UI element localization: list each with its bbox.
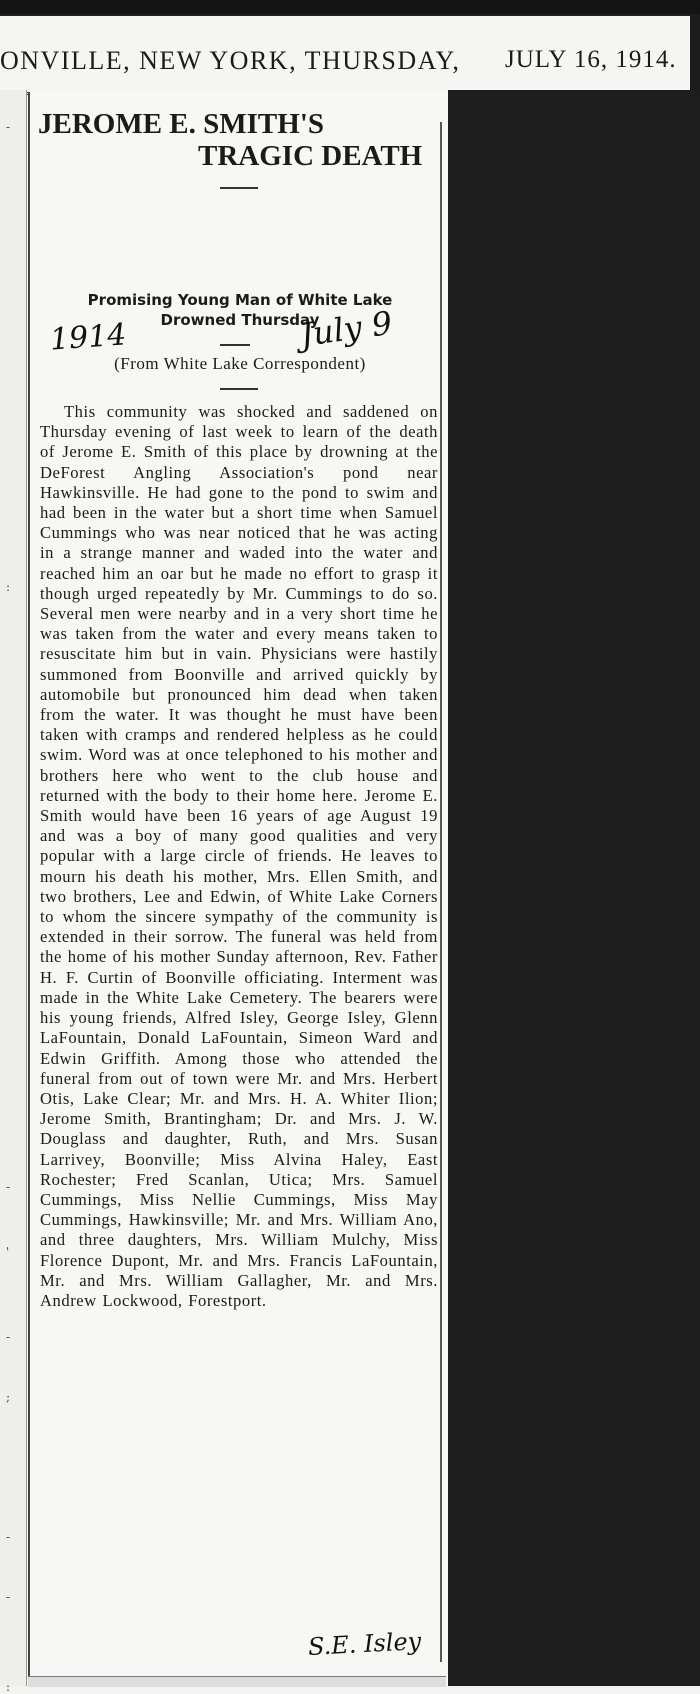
- scan-top-border: [0, 0, 700, 14]
- handwritten-year: 1914: [48, 317, 128, 358]
- clipping-bottom-edge: [28, 1676, 446, 1687]
- subhead-line-1: Promising Young Man of White Lake: [87, 291, 393, 309]
- dark-background-area: [448, 90, 700, 1686]
- handwritten-signature: S.E. Isley: [307, 1627, 422, 1661]
- adjacent-column-fragment: - : - ' - ; - - :: [0, 90, 27, 1686]
- handwritten-date: July 9: [297, 303, 395, 355]
- credit-divider: [220, 388, 258, 390]
- article-body: This community was shocked and saddened on Thursday evening of last week to learn of the death of Jerome E. Smith of this place by drowning at the DeForest Angling Association's pond near Hawkinsville. He had gone to the pond to swim and had been in the water but a short time when Samuel Cummings who was near noticed that he was acting in a strange manner and waded into the water and reached him an oar but he made no effort to grasp it though urged repeatedly by Mr. Cummings to do so. Several men were nearby and in a very short time he was taken from the water and every means taken to resuscitate him but in vain. Physicians were hastily summoned from Boonville and arrived quickly by automobile but pronounced him dead when taken from the water. It was thought he must have been taken with cramps and rendered helpless as he could swim. Word was at once telephoned to his mother and brothers here who went to the club house and returned with the body to their home here. Jerome E. Smith would have been 16 years of age August 19 and was a boy of many good qualities and very popular with a large circle of friends. He leaves to mourn his death his mother, Mrs. Ellen Smith, and two brothers, Lee and Edwin, of White Lake Corners to whom the sincere sympathy of the community is extended in their sorrow. The funeral was held from the home of his mother Sunday afternoon, Rev. Father H. F. Curtin of Boonville officiating. Interment was made in the White Lake Cemetery. The bearers were his young friends, Alfred Isley, George Isley, Glenn LaFountain, Donald LaFountain, Simeon Ward and Edwin Griffith. Among those who attended the funeral from out of town were Mr. and Mrs. Herbert Otis, Lake Clear; Mr. and Mrs. H. A. Whiter Ilion; Jerome Smith, Brantingham; Dr. and Mrs. J. W. Douglass and daughter, Ruth, and Mrs. Susan Larrivey, Boonville; Miss Alvina Haley, East Rochester; Fred Scanlan, Utica; Mrs. Samuel Cummings, Miss Nellie Cummings, Miss May Cummings, Hawkinsville; Mr. and Mrs. William Ano, and three daughters, Mrs. William Mulchy, Miss Florence Dupont, Mr. and Mrs. Francis LaFountain, Mr. and Mrs. William Gallagher, Mr. and Mrs. Andrew Lockwood, Forestport.: [40, 402, 438, 1310]
- dateline-place-day: ONVILLE, NEW YORK, THURSDAY,: [0, 46, 461, 75]
- newspaper-dateline-strip: [0, 14, 690, 95]
- headline-divider: [220, 187, 258, 189]
- dateline: [0, 46, 690, 76]
- article-clipping: [28, 92, 448, 1686]
- correspondent-credit: (From White Lake Correspondent): [114, 354, 366, 373]
- article-headline: [38, 108, 438, 172]
- headline-line-1: JEROME E. SMITH'S: [38, 108, 325, 140]
- subhead-line-2: Drowned Thursday: [160, 311, 320, 329]
- dateline-date: JULY 16, 1914.: [505, 46, 677, 73]
- subhead-divider: [220, 344, 250, 346]
- scan-right-edge: [690, 14, 700, 90]
- column-rule: [440, 122, 442, 1662]
- headline-line-2: TRAGIC DEATH: [198, 140, 423, 172]
